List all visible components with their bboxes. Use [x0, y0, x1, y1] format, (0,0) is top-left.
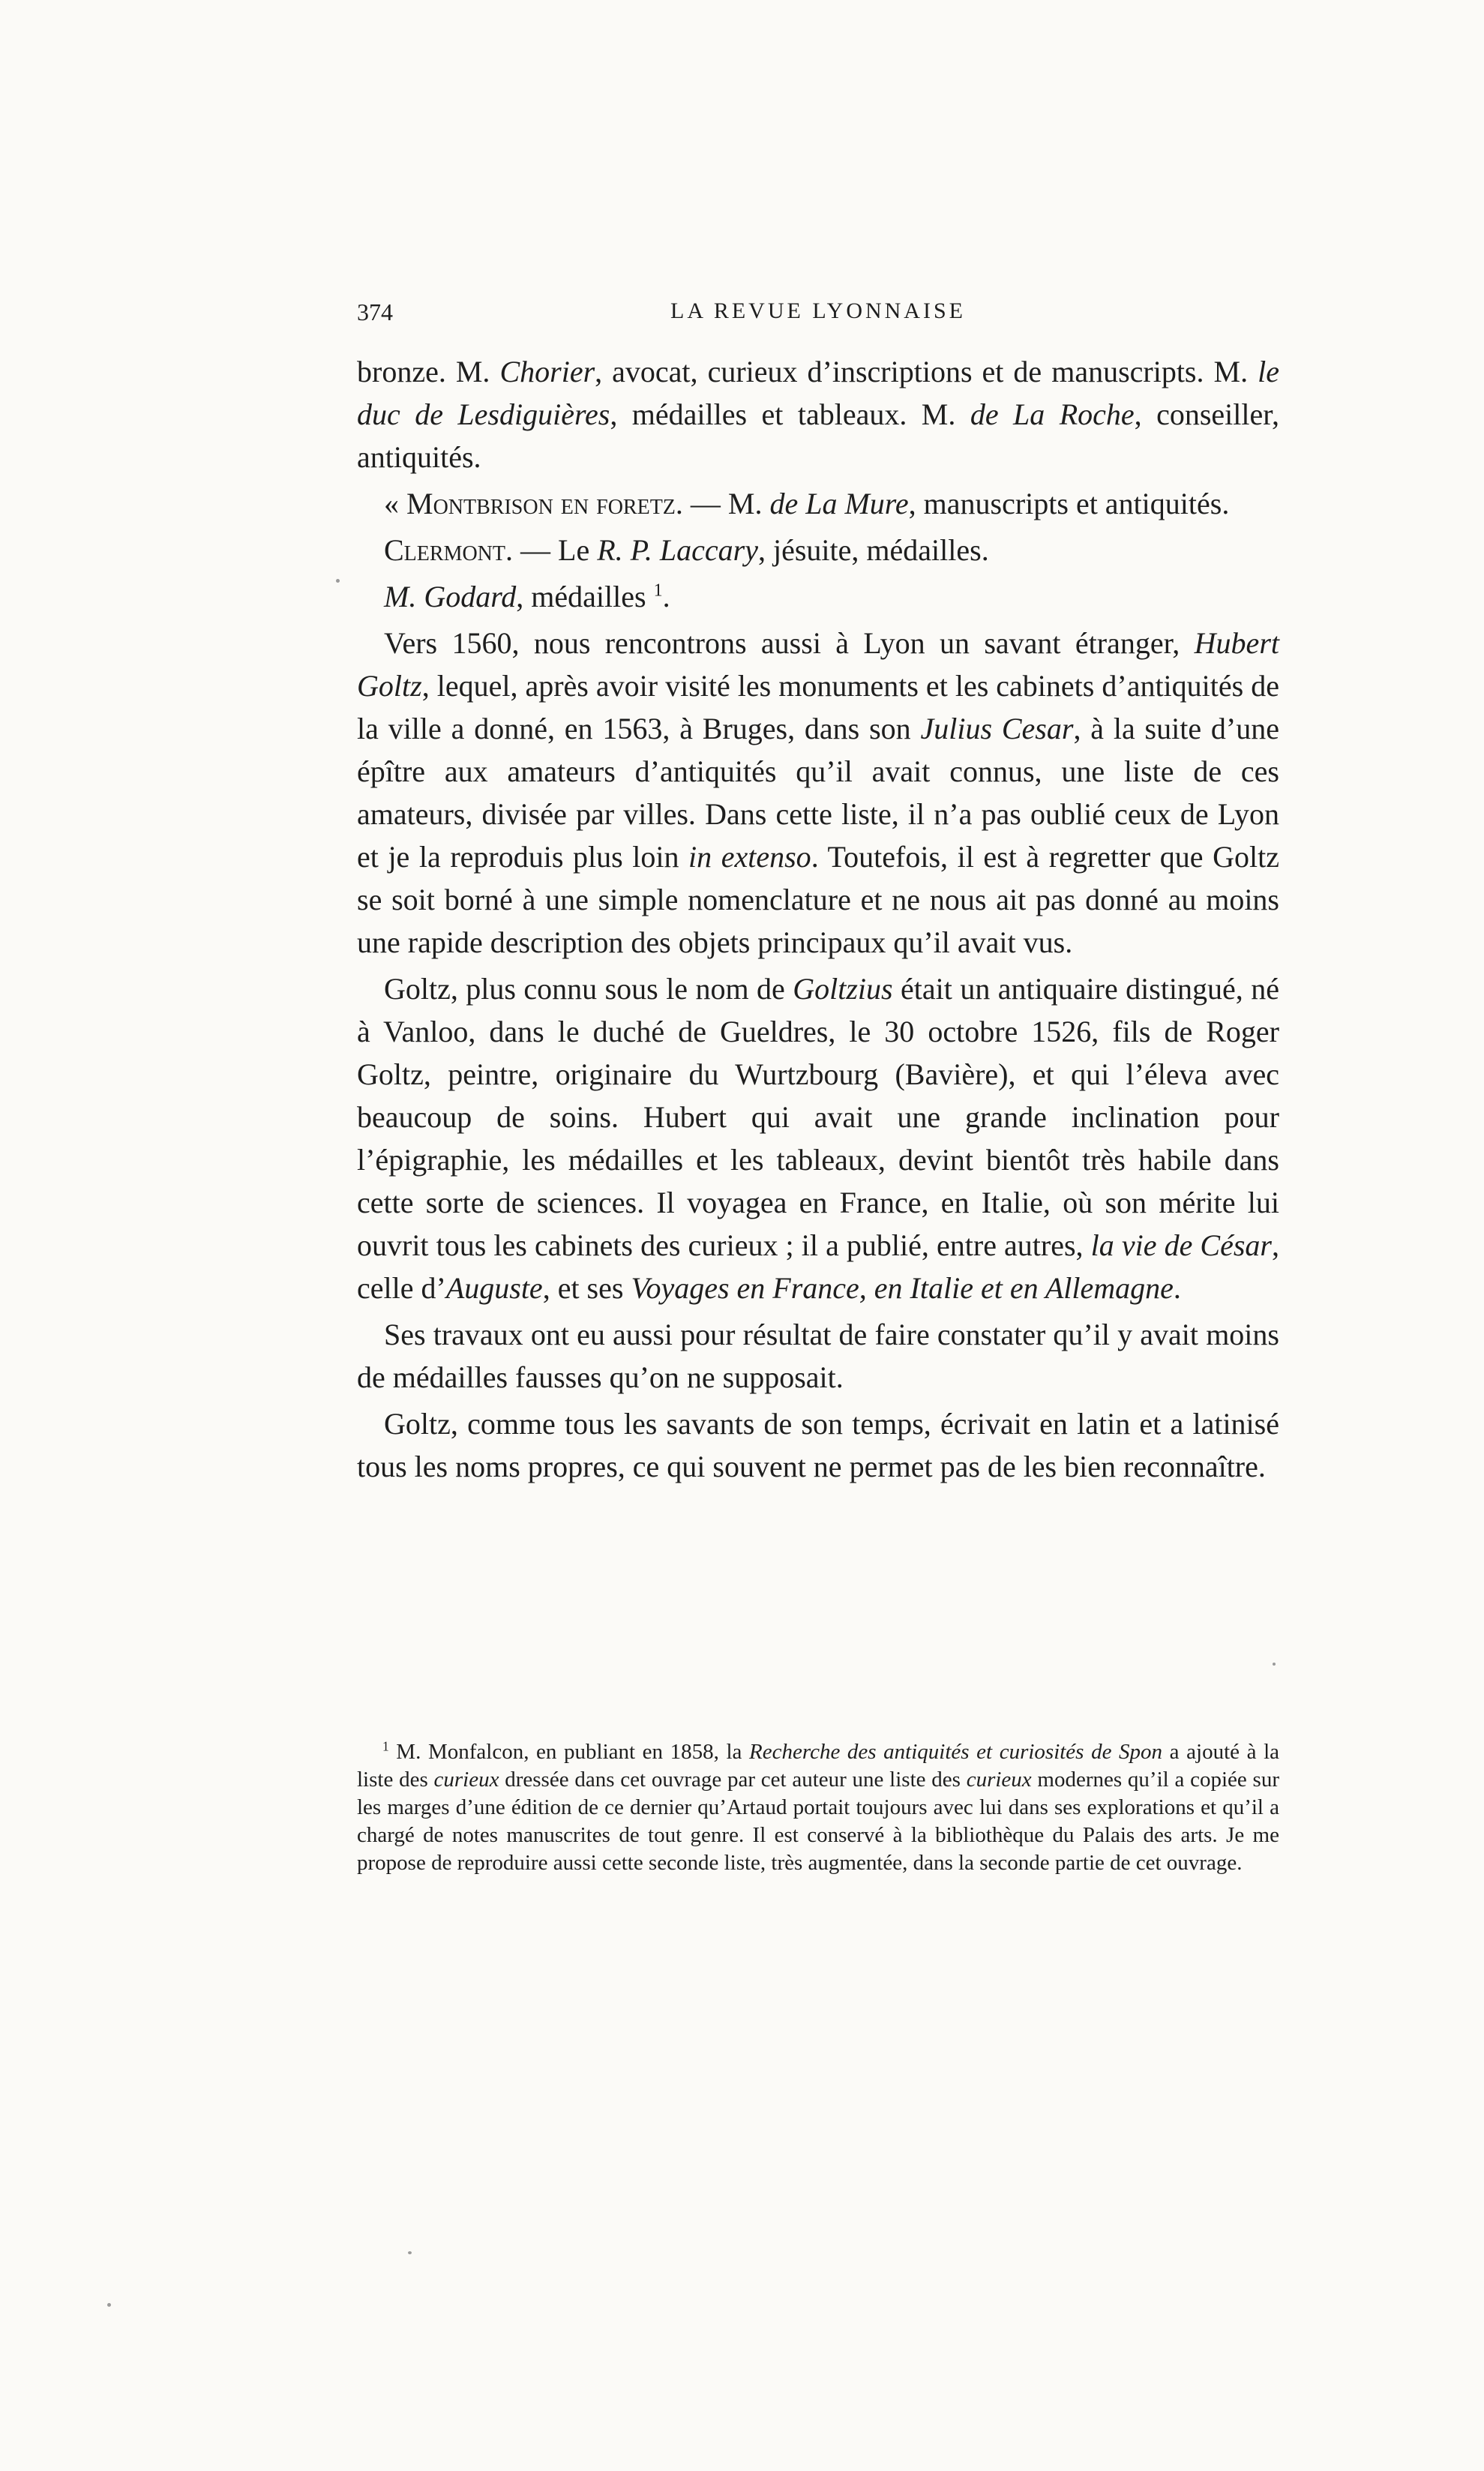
- paragraph-godard: M. Godard, médailles $^1$.: [384, 580, 670, 613]
- ink-speck: [408, 2251, 412, 2254]
- ink-speck: [1273, 1663, 1276, 1666]
- paragraph-goltz-biography: Goltz, plus connu sous le nom de Goltzius était un antiquaire distingué, né à Vanloo, dans le duché de Gueldres, le 30 octobre 1526, fils de Roger Goltz, peintre, originaire du Wurtzbourg (Bavière), et qui l’éleva avec beaucoup de soins. Hubert qui avait une grande inclination pour l’épigraphie, les médailles et les tableaux, devint bientôt très habile dans cette sorte de sciences. Il voyagea en France, en Italie, où son mérite lui ouvrit tous les cabinets des curieux ; il a publié, entre autres, la vie de César, celle d’Auguste, et ses Voyages en France, en Italie et en Allemagne.: [357, 972, 1279, 1305]
- body-text: [357, 350, 1279, 1492]
- paragraph-travaux: Ses travaux ont eu aussi pour résultat de faire constater qu’il y avait moins de médailles fausses qu’on ne supposait.: [357, 1318, 1279, 1394]
- paragraph-clermont: Clermont. — Le R. P. Laccary, jésuite, médailles.: [384, 533, 989, 567]
- paragraph-continuation: bronze. M. Chorier, avocat, curieux d’inscriptions et de manuscripts. M. le duc de Lesdiguières, médailles et tableaux. M. de La Roche, conseiller, antiquités.: [357, 355, 1279, 474]
- paragraph-goltz-intro: Vers 1560, nous rencontrons aussi à Lyon un savant étranger, Hubert Goltz, lequel, après avoir visité les monuments et les cabinets d’antiquités de la ville a donné, en 1563, à Bruges, dans son Julius Cesar, à la suite d’une épître aux amateurs d’antiquités qu’il avait connus, une liste de ces amateurs, divisée par villes. Dans cette liste, il n’a pas oublié ceux de Lyon et je la reproduis plus loin in extenso. Toutefois, il est à regretter que Goltz se soit borné à une simple nomenclature et ne nous ait pas donné au moins une rapide description des objets principaux qu’il avait vus.: [357, 626, 1279, 959]
- running-title: LA REVUE LYONNAISE: [670, 298, 966, 323]
- footnote: [357, 1738, 1279, 1877]
- page-header: [357, 298, 1279, 330]
- ink-speck: [336, 579, 340, 583]
- footnote-marker: 1: [382, 1738, 389, 1754]
- paragraph-latin: Goltz, comme tous les savants de son temps, écrivait en latin et a latinisé tous les noms propres, ce qui souvent ne permet pas de les bien reconnaître.: [357, 1407, 1279, 1483]
- page-number: 374: [357, 298, 393, 325]
- paragraph-montbrison: « Montbrison en foretz. — M. de La Mure, manuscripts et antiquités.: [384, 487, 1230, 520]
- ink-speck: [107, 2303, 111, 2307]
- footnote-text: $^1$ M. Monfalcon, en publiant en 1858, la Recherche des antiquités et curiosités de Spon a ajouté à la liste des curieux dressée dans cet ouvrage par cet auteur une liste des curieux modernes qu’il a copiée sur les marges d’une édition de ce dernier qu’Artaud portait toujours avec lui dans ses explorations et qu’il a chargé de notes manuscrites de tout genre. Il est conservé à la bibliothèque du Palais des arts. Je me propose de reproduire aussi cette seconde liste, très augmentée, dans la seconde partie de cet ouvrage.: [357, 1738, 1280, 1875]
- footnote-reference: 1: [653, 580, 663, 601]
